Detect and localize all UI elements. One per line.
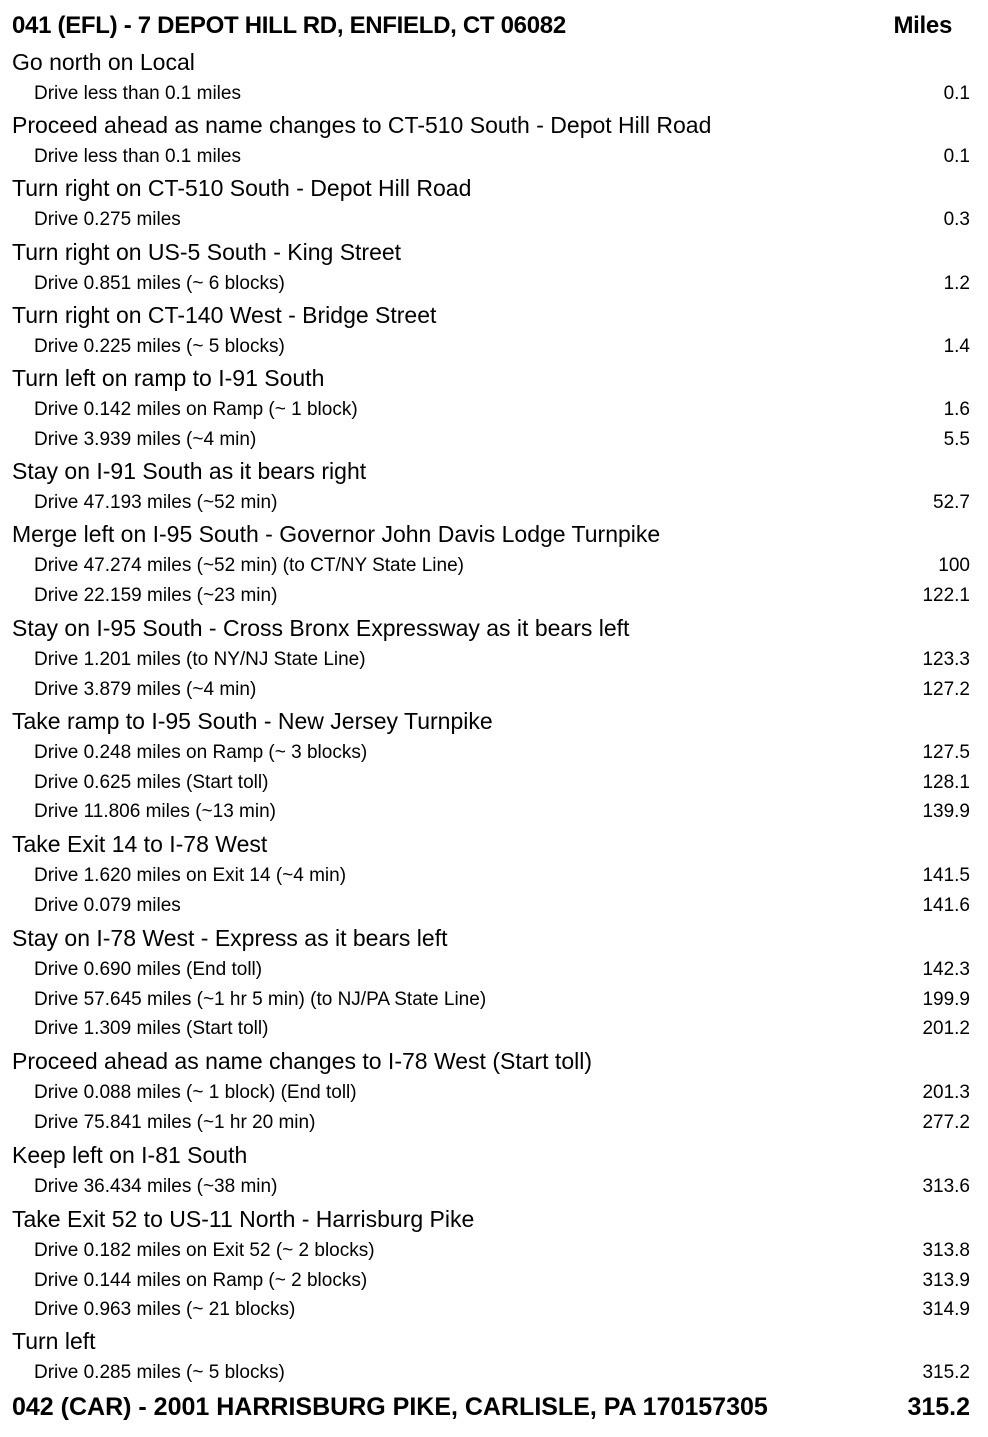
drive-row bbox=[34, 585, 976, 613]
step-instruction: Merge left on I-95 South - Governor John Davis Lodge Turnpike bbox=[12, 521, 661, 547]
cumulative-miles: 199.9 bbox=[922, 988, 970, 1010]
drive-description: Drive 0.182 miles on Exit 52 (~ 2 blocks) bbox=[34, 1240, 375, 1261]
drive-row bbox=[34, 1270, 976, 1298]
drive-description: Drive 0.275 miles bbox=[34, 209, 181, 230]
drive-description: Drive 1.620 miles on Exit 14 (~4 min) bbox=[34, 865, 347, 886]
cumulative-miles: 1.4 bbox=[943, 336, 970, 357]
cumulative-miles: 313.9 bbox=[922, 1269, 970, 1291]
step-instruction: Take Exit 14 to I-78 West bbox=[12, 831, 268, 857]
drive-row bbox=[34, 1176, 976, 1204]
drive-description: Drive 36.434 miles (~38 min) bbox=[34, 1176, 278, 1197]
drive-row bbox=[34, 555, 976, 583]
drive-row bbox=[34, 742, 976, 770]
drive-row bbox=[34, 959, 976, 987]
drive-row bbox=[34, 895, 976, 923]
drive-row bbox=[34, 1018, 976, 1046]
drive-row bbox=[34, 649, 976, 677]
step-instruction: Take ramp to I-95 South - New Jersey Turnpike bbox=[12, 708, 493, 734]
drive-description: Drive 1.201 miles (to NY/NJ State Line) bbox=[34, 649, 366, 670]
step-instruction: Turn right on US-5 South - King Street bbox=[12, 239, 402, 265]
cumulative-miles: 141.6 bbox=[922, 894, 970, 916]
drive-row bbox=[34, 1112, 976, 1140]
drive-description: Drive 0.079 miles bbox=[34, 894, 181, 916]
cumulative-miles: 0.1 bbox=[943, 146, 970, 167]
miles-column-header: Miles bbox=[893, 12, 952, 39]
drive-description: Drive 0.142 miles on Ramp (~ 1 block) bbox=[34, 399, 358, 420]
drive-description: Drive 3.879 miles (~4 min) bbox=[34, 678, 257, 700]
cumulative-miles: 52.7 bbox=[933, 492, 970, 513]
cumulative-miles: 1.6 bbox=[943, 399, 970, 420]
drive-row bbox=[34, 273, 976, 301]
cumulative-miles: 127.5 bbox=[922, 742, 970, 763]
cumulative-miles: 128.1 bbox=[922, 771, 970, 793]
step-instruction: Take Exit 52 to US-11 North - Harrisburg Pike bbox=[12, 1206, 475, 1232]
cumulative-miles: 0.3 bbox=[943, 209, 970, 230]
drive-description: Drive 47.193 miles (~52 min) bbox=[34, 492, 278, 513]
drive-description: Drive 0.248 miles on Ramp (~ 3 blocks) bbox=[34, 742, 368, 763]
step-instruction: Stay on I-91 South as it bears right bbox=[12, 458, 367, 484]
step-instruction: Keep left on I-81 South bbox=[12, 1142, 248, 1168]
document-footer bbox=[12, 1393, 976, 1433]
drive-row bbox=[34, 336, 976, 364]
drive-description: Drive 0.225 miles (~ 5 blocks) bbox=[34, 336, 285, 357]
drive-description: Drive 0.963 miles (~ 21 blocks) bbox=[34, 1299, 296, 1321]
drive-row bbox=[34, 865, 976, 893]
cumulative-miles: 313.6 bbox=[922, 1176, 970, 1197]
document-header bbox=[12, 8, 976, 44]
drive-row bbox=[34, 209, 976, 237]
step-instruction: Turn right on CT-140 West - Bridge Street bbox=[12, 302, 437, 328]
drive-description: Drive 0.088 miles (~ 1 block) (End toll) bbox=[34, 1082, 357, 1103]
step-instruction: Go north on Local bbox=[12, 49, 195, 75]
drive-description: Drive 0.625 miles (Start toll) bbox=[34, 771, 269, 793]
step-instruction: Turn left on ramp to I-91 South bbox=[12, 365, 325, 391]
drive-row bbox=[34, 801, 976, 829]
origin-address: 041 (EFL) - 7 DEPOT HILL RD, ENFIELD, CT 06082 bbox=[12, 12, 566, 39]
drive-row bbox=[34, 399, 976, 427]
cumulative-miles: 5.5 bbox=[943, 428, 970, 450]
drive-description: Drive 47.274 miles (~52 min) (to CT/NY State Line) bbox=[34, 555, 464, 576]
drive-row bbox=[34, 146, 976, 174]
cumulative-miles: 141.5 bbox=[922, 865, 970, 886]
cumulative-miles: 313.8 bbox=[922, 1240, 970, 1261]
drive-description: Drive 1.309 miles (Start toll) bbox=[34, 1018, 269, 1040]
drive-row bbox=[34, 772, 976, 800]
step-instruction: Turn right on CT-510 South - Depot Hill Road bbox=[12, 175, 472, 201]
cumulative-miles: 139.9 bbox=[922, 801, 970, 823]
drive-description: Drive less than 0.1 miles bbox=[34, 83, 241, 104]
drive-row bbox=[34, 1299, 976, 1327]
cumulative-miles: 142.3 bbox=[922, 959, 970, 980]
cumulative-miles: 0.1 bbox=[943, 83, 970, 104]
drive-description: Drive 75.841 miles (~1 hr 20 min) bbox=[34, 1111, 316, 1133]
drive-row bbox=[34, 1362, 976, 1390]
drive-description: Drive 57.645 miles (~1 hr 5 min) (to NJ/PA State Line) bbox=[34, 988, 487, 1010]
cumulative-miles: 100 bbox=[938, 555, 970, 576]
step-instruction: Proceed ahead as name changes to CT-510 South - Depot Hill Road bbox=[12, 112, 712, 138]
cumulative-miles: 315.2 bbox=[922, 1362, 970, 1383]
step-instruction: Proceed ahead as name changes to I-78 West (Start toll) bbox=[12, 1048, 592, 1074]
cumulative-miles: 201.2 bbox=[922, 1018, 970, 1040]
drive-row bbox=[34, 429, 976, 457]
cumulative-miles: 1.2 bbox=[943, 273, 970, 294]
cumulative-miles: 123.3 bbox=[922, 649, 970, 670]
step-instruction: Stay on I-95 South - Cross Bronx Expressway as it bears left bbox=[12, 615, 630, 641]
cumulative-miles: 201.3 bbox=[922, 1082, 970, 1103]
step-instruction: Stay on I-78 West - Express as it bears left bbox=[12, 925, 448, 951]
cumulative-miles: 127.2 bbox=[922, 678, 970, 700]
total-miles: 315.2 bbox=[907, 1393, 970, 1421]
cumulative-miles: 314.9 bbox=[922, 1299, 970, 1321]
drive-description: Drive 3.939 miles (~4 min) bbox=[34, 428, 257, 450]
step-instruction: Turn left bbox=[12, 1328, 96, 1354]
drive-row bbox=[34, 492, 976, 520]
drive-row bbox=[34, 1082, 976, 1110]
drive-row bbox=[34, 679, 976, 707]
drive-description: Drive 0.144 miles on Ramp (~ 2 blocks) bbox=[34, 1269, 368, 1291]
drive-description: Drive 0.285 miles (~ 5 blocks) bbox=[34, 1362, 285, 1383]
destination-address: 042 (CAR) - 2001 HARRISBURG PIKE, CARLISLE, PA 170157305 bbox=[12, 1393, 768, 1421]
drive-row bbox=[34, 83, 976, 111]
drive-description: Drive 0.690 miles (End toll) bbox=[34, 959, 263, 980]
drive-description: Drive 22.159 miles (~23 min) bbox=[34, 584, 278, 606]
drive-description: Drive less than 0.1 miles bbox=[34, 146, 241, 167]
cumulative-miles: 277.2 bbox=[922, 1111, 970, 1133]
drive-row bbox=[34, 1240, 976, 1268]
cumulative-miles: 122.1 bbox=[922, 584, 970, 606]
drive-row bbox=[34, 989, 976, 1017]
drive-description: Drive 11.806 miles (~13 min) bbox=[34, 801, 276, 823]
drive-description: Drive 0.851 miles (~ 6 blocks) bbox=[34, 273, 285, 294]
